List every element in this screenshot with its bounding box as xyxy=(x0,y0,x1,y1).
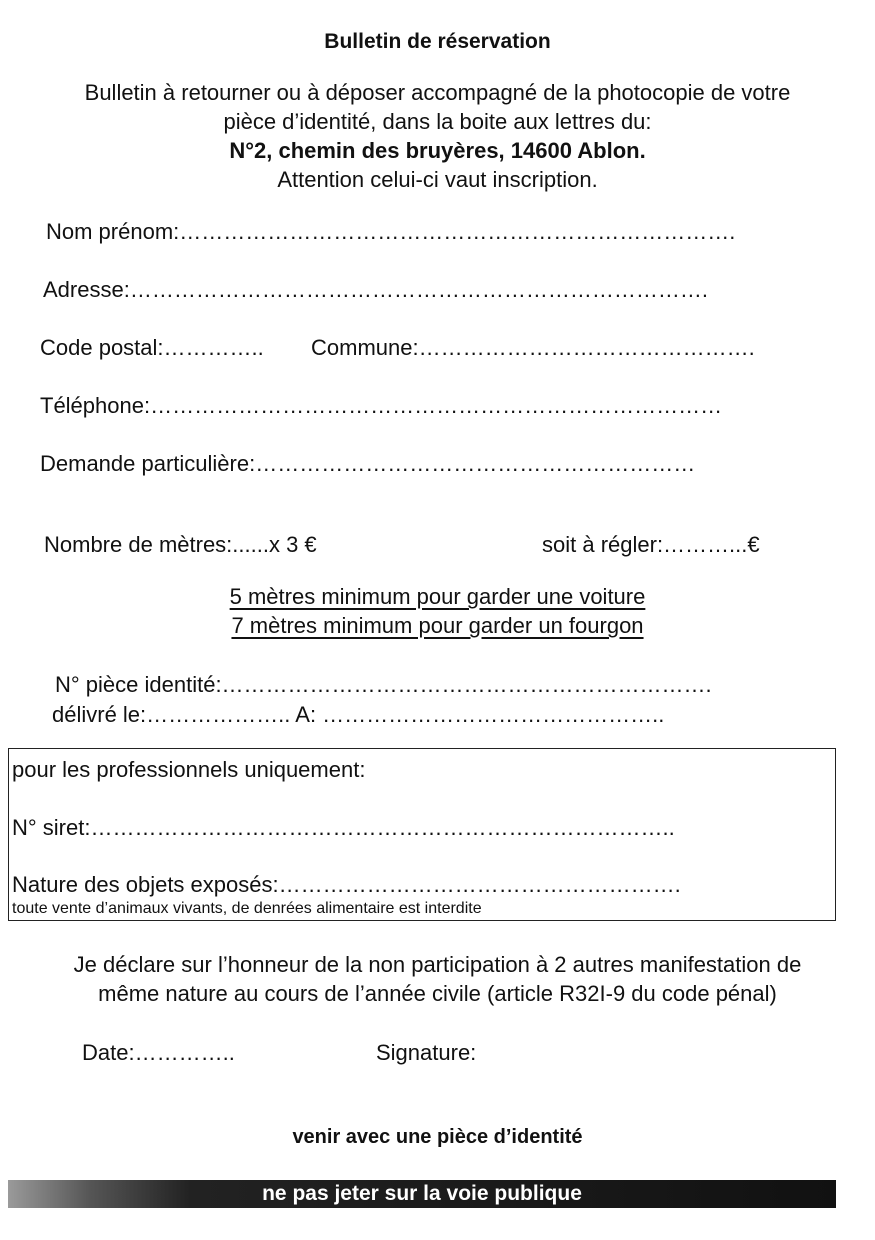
intro-line-1: Bulletin à retourner ou à déposer accompagné de la photocopie de votre xyxy=(84,80,791,105)
intro-notice: Attention celui-ci vaut inscription. xyxy=(277,167,598,192)
footer-note: venir avec une pièce d’identité xyxy=(292,1126,583,1148)
field-nombre-metres: Nombre de mètres:......x 3 € xyxy=(44,532,317,557)
pro-note: toute vente d’animaux vivants, de denrées alimentaire est interdite xyxy=(12,900,482,917)
field-date: Date:………….. xyxy=(82,1040,235,1065)
field-nom-prenom: Nom prénom:…………………………………………………………………. xyxy=(46,219,736,244)
declaration-line-2: même nature au cours de l’année civile (article R32I-9 du code pénal) xyxy=(98,981,777,1006)
field-code-postal: Code postal:………….. xyxy=(40,335,264,360)
field-nature-objets: Nature des objets exposés:………………………………………………. xyxy=(12,872,681,897)
field-adresse: Adresse:……………………………………………………………………. xyxy=(43,277,708,302)
intro-line-2: pièce d’identité, dans la boite aux lettres du: xyxy=(223,109,652,134)
pro-heading: pour les professionnels uniquement: xyxy=(12,757,366,782)
minimum-fourgon: 7 mètres minimum pour garder un fourgon xyxy=(231,613,644,638)
minimum-voiture: 5 mètres minimum pour garder une voiture xyxy=(229,584,646,609)
intro-address: N°2, chemin des bruyères, 14600 Ablon. xyxy=(229,138,646,163)
bottom-banner xyxy=(8,1180,836,1208)
field-delivre-le: délivré le:……………….. A: ……………………………………….. xyxy=(52,702,665,727)
field-demande-particuliere: Demande particulière:…………………………………………………… xyxy=(40,451,696,476)
declaration-line-1: Je déclare sur l’honneur de la non participation à 2 autres manifestation de xyxy=(73,952,802,977)
field-soit-a-regler: soit à régler:………...€ xyxy=(542,532,760,557)
field-siret: N° siret:…………………………………………………………………….. xyxy=(12,815,675,840)
field-commune: Commune:………………………………………. xyxy=(311,335,755,360)
field-signature: Signature: xyxy=(376,1040,477,1065)
banner-text: ne pas jeter sur la voie publique xyxy=(262,1182,582,1205)
field-telephone: Téléphone:…………………………………………………………………… xyxy=(40,393,723,418)
field-piece-identite: N° pièce identité:…………………………………………………………. xyxy=(55,672,712,697)
professionals-box xyxy=(8,748,836,921)
page-title: Bulletin de réservation xyxy=(324,30,551,53)
